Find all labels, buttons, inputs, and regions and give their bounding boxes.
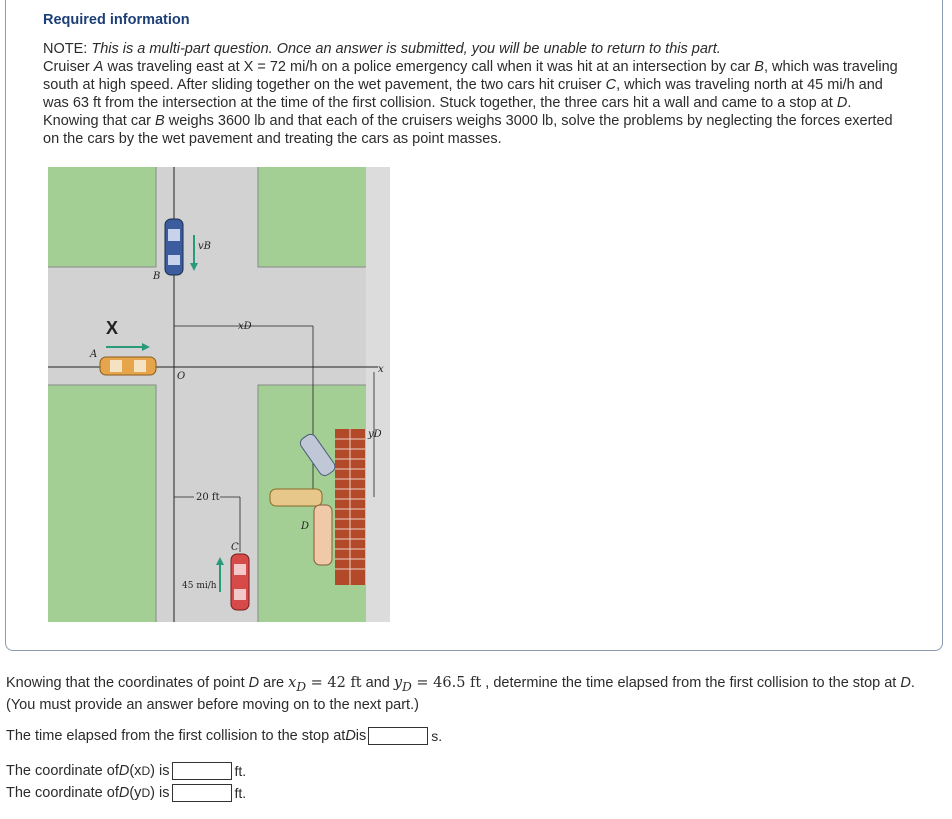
problem-text-4: , which was traveling north at 45 mi/h and was 63 ft from the intersection at the time of the first collision. Stuck together, the three cars hit a wall and came to a stop at [43, 77, 883, 111]
problem-statement [43, 40, 903, 148]
yd-value: = 46.5 ft [411, 675, 482, 691]
point-d-ref: D [248, 675, 260, 691]
brick-wall [335, 429, 365, 585]
x-axis-label: x [378, 364, 384, 375]
problem-text-1: Cruiser [43, 59, 94, 75]
xd-unit: ft. [234, 763, 247, 779]
problem-text-3: , which was traveling south at high speed. After sliding together on the wet pavement, the two cars hit cruiser [43, 59, 898, 93]
xd-label: xD [238, 321, 252, 332]
question-text-1: Knowing that the coordinates of point [6, 675, 249, 691]
grass-ne [258, 167, 366, 267]
car-a-label: A [90, 349, 98, 360]
xd-symbol: x [288, 675, 297, 691]
intersection-figure [48, 167, 390, 622]
car-a-ref: A [93, 59, 104, 75]
yd-answer-row [6, 784, 246, 802]
yd-unit: ft. [234, 785, 247, 801]
time-is: is [355, 728, 367, 744]
time-answer-row [6, 727, 442, 745]
car-c [231, 554, 249, 610]
note-label: NOTE: [43, 41, 92, 57]
yd-paren-close: ) is [150, 785, 170, 801]
xd-paren-close: ) is [150, 763, 170, 779]
car-b-ref-2: B [155, 113, 165, 129]
origin-label: O [177, 371, 186, 382]
yd-label-text: The coordinate of [6, 785, 119, 801]
time-label: The time elapsed from the first collision to the stop at [6, 728, 346, 744]
xd-input[interactable] [172, 762, 232, 780]
problem-text-6: weighs 3600 lb and that each of the cruisers weighs 3000 lb, solve the problems by neglecting the forces exerted on the cars by the wet pavement and treating the cars as point masses. [43, 113, 893, 147]
yd-paren-sub: D [141, 786, 151, 800]
question-text [6, 674, 946, 714]
point-d-ref: D [836, 95, 848, 111]
yd-symbol: y [393, 675, 403, 691]
vb-label: vB [198, 241, 211, 252]
car-a [100, 357, 156, 375]
problem-body [43, 58, 903, 148]
xd-label-text: The coordinate of [6, 763, 119, 779]
time-unit: s. [431, 728, 443, 744]
time-point-d: D [345, 728, 356, 744]
car-b-ref: B [754, 59, 764, 75]
problem-text-2: was traveling east at X = 72 mi/h on a police emergency call when it was hit at an intersection by car [103, 59, 755, 75]
question-text-4: . (You must provide an answer before moving on to the next part.) [6, 675, 915, 713]
yd-input[interactable] [172, 784, 232, 802]
yd-subscript: D [402, 679, 412, 694]
x-speed-label: X [106, 318, 119, 338]
and-text: and [361, 675, 394, 691]
yd-label: yD [368, 429, 382, 440]
time-input[interactable] [368, 727, 428, 745]
required-info-title: Required information [43, 12, 190, 28]
xd-value: = 42 ft [306, 675, 362, 691]
note-line [43, 40, 903, 58]
xd-paren-open: (x [129, 763, 142, 779]
question-text-3: , determine the time elapsed from the first collision to the stop at [481, 675, 901, 691]
car-b-label: B [153, 271, 161, 282]
car-b [165, 219, 183, 275]
yd-paren-open: (y [129, 785, 142, 801]
point-d-label: D [301, 521, 310, 532]
question-text-2: are [259, 675, 289, 691]
yd-point-d: D [118, 785, 130, 801]
speed-45-label: 45 mi/h [182, 581, 217, 591]
xd-point-d: D [118, 763, 130, 779]
note-text: This is a multi-part question. Once an answer is submitted, you will be unable to return to this part. [91, 41, 721, 57]
car-c-label: C [231, 542, 239, 553]
problem-text-5: . Knowing that car [43, 95, 852, 129]
xd-answer-row [6, 762, 246, 780]
car-c-ref: C [605, 77, 617, 93]
grass-nw [48, 167, 156, 267]
xd-subscript: D [296, 679, 307, 694]
grass-sw [48, 385, 156, 622]
point-d-ref-2: D [900, 675, 911, 691]
xd-paren-sub: D [141, 764, 151, 778]
twenty-ft-label: 20 ft [196, 492, 220, 503]
